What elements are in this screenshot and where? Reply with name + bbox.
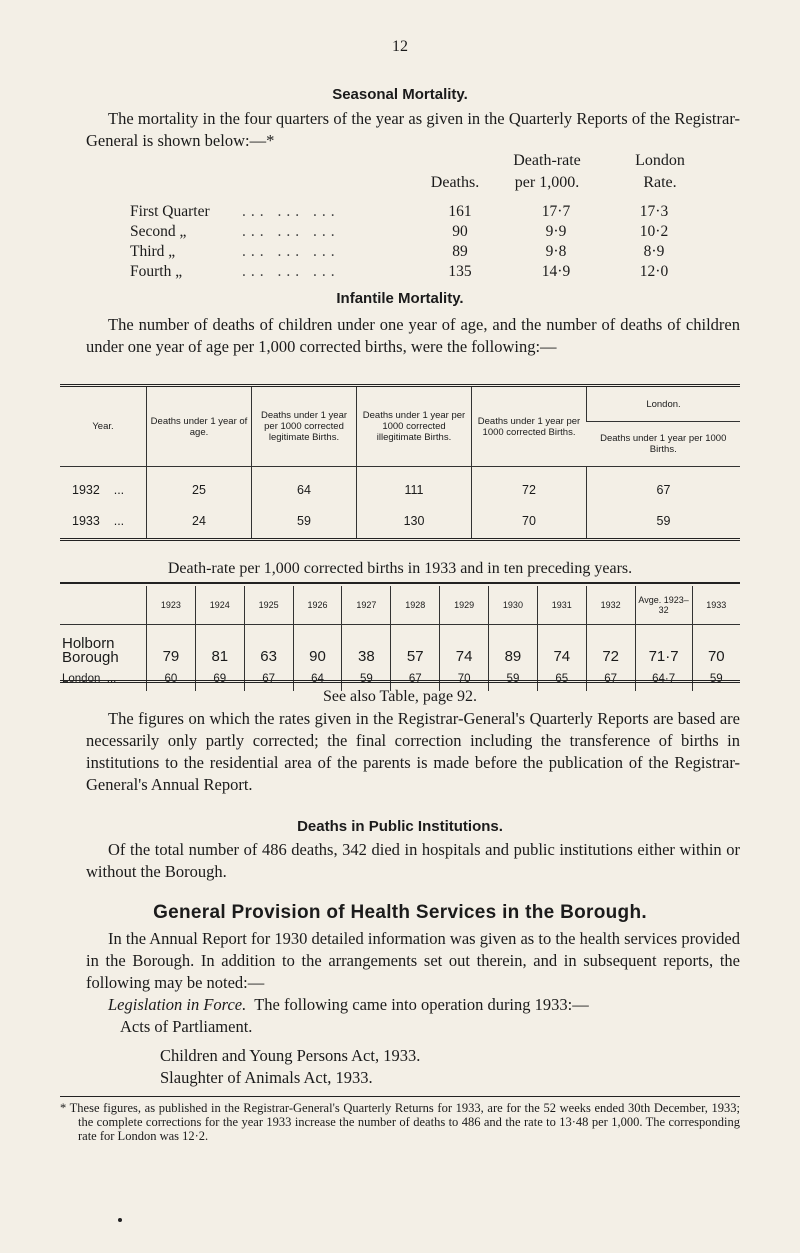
quarter-london: 12·0 [639, 263, 669, 280]
quarter-label: Fourth „ [130, 263, 183, 280]
act-item: Children and Young Persons Act, 1933. [160, 1046, 421, 1065]
th-year-col: 1929 [440, 586, 489, 625]
page-mark [118, 1218, 122, 1222]
page-number: 12 [392, 38, 408, 55]
col-london-1: London [635, 152, 685, 169]
rate-cell: 64·7 [635, 667, 692, 691]
leader-dots: ... ... ... [242, 243, 340, 260]
row-label-holborn: Holborn Borough [62, 635, 119, 666]
th-under1: Deaths under 1 year of age. [147, 386, 252, 467]
rate-cell: 70 [440, 667, 489, 691]
rate-cell: 67 [586, 667, 635, 691]
col-london-2: Rate. [643, 174, 677, 191]
cell-illegit: 130 [357, 504, 472, 540]
quarter-rate: 9·9 [545, 223, 567, 240]
cell-legit: 64 [252, 467, 357, 505]
th-year-col: 1931 [537, 586, 586, 625]
th-london: London. [587, 386, 741, 422]
cell-under1: 24 [147, 504, 252, 540]
legislation-label: Legislation in Force. [108, 995, 247, 1014]
infant-mortality-table [60, 384, 740, 541]
rate-cell: 72 [586, 625, 635, 668]
rate-cell: 38 [342, 625, 391, 668]
infantile-intro: The number of deaths of children under one year of age, and the number of deaths of children under one year of age per 1,000 corrected births, were the following:— [86, 315, 740, 356]
cell-year [60, 467, 147, 505]
rate-cell: 67 [391, 667, 440, 691]
quarter-deaths: 89 [452, 243, 468, 260]
rate-cell: 90 [293, 625, 342, 668]
th-illegit: Deaths under 1 year per 1000 corrected illegitimate Births. [357, 386, 472, 467]
leader-dots: ... [103, 673, 117, 685]
quarter-row [130, 203, 730, 223]
note-paragraph: The figures on which the rates given in the Registrar-General's Quarterly Reports are based are necessarily only partly corrected; the final correction including the transference of births in institutions to the residential area of the parents is made before the publication of the Registrar-General's Annual Report. [86, 709, 740, 794]
infantile-heading: Infantile Mortality. [336, 290, 464, 307]
th-year-col: 1930 [489, 586, 538, 625]
general-text: In the Annual Report for 1930 detailed information was given as to the health services provided in the Borough. In addition to the arrangements set out therein, and in subsequent reports, the following may be noted:— [86, 929, 740, 992]
general-heading: General Provision of Health Services in the Borough. [153, 902, 647, 923]
rate-cell: 67 [244, 667, 293, 691]
col-deaths: Deaths. [430, 174, 480, 191]
quarter-deaths: 135 [448, 263, 472, 280]
cell-per1000: 70 [472, 504, 587, 540]
quarter-rate: 14·9 [541, 263, 571, 280]
leader-dots: ... [103, 514, 125, 528]
decade-table [60, 586, 740, 691]
legislation-text: The following came into operation during 1933:— [254, 995, 589, 1014]
cell-year [60, 504, 147, 540]
leader-dots: ... ... ... [242, 203, 340, 220]
cell-london: 59 [587, 504, 741, 540]
decade-caption: Death-rate per 1,000 corrected births in 1933 and in ten preceding years. [167, 560, 633, 577]
year-value: 1933 [72, 514, 100, 528]
rate-cell: 71·7 [635, 625, 692, 668]
year-value: 1932 [72, 483, 100, 497]
quarter-rate: 9·8 [545, 243, 567, 260]
quarter-deaths: 90 [452, 223, 468, 240]
public-heading: Deaths in Public Institutions. [297, 818, 503, 835]
rate-cell: 59 [489, 667, 538, 691]
th-blank [60, 586, 147, 625]
legislation-line [108, 995, 589, 1015]
th-year: Year. [92, 421, 114, 432]
quarter-london: 17·3 [639, 203, 669, 220]
cell-illegit: 111 [357, 467, 472, 505]
table-top-rule [60, 582, 740, 584]
rate-cell: 64 [293, 667, 342, 691]
table-row [60, 467, 740, 505]
quarter-label: First Quarter [130, 203, 210, 220]
rate-cell: 69 [195, 667, 244, 691]
quarter-label: Third „ [130, 243, 176, 260]
th-year-col: 1927 [342, 586, 391, 625]
th-london-sub: Deaths under 1 year per 1000 Births. [600, 433, 727, 455]
th-year-col: 1925 [244, 586, 293, 625]
seasonal-intro: The mortality in the four quarters of the year as given in the Quarterly Reports of the Registrar-General is shown below:—* [86, 109, 740, 150]
quarter-deaths: 161 [448, 203, 472, 220]
rate-cell: 89 [489, 625, 538, 668]
col-rate-2: per 1,000. [514, 174, 580, 191]
quarter-rate: 17·7 [541, 203, 571, 220]
col-rate-1: Death-rate [513, 152, 581, 169]
footnote-rule [60, 1096, 740, 1097]
th-year-col: 1933 [692, 586, 740, 625]
th-year-col: 1928 [391, 586, 440, 625]
th-year-col: 1932 [586, 586, 635, 625]
quarter-london: 10·2 [639, 223, 669, 240]
th-legit: Deaths under 1 year per 1000 corrected legitimate Births. [252, 386, 357, 467]
seasonal-heading: Seasonal Mortality. [332, 86, 468, 103]
rate-cell: 57 [391, 625, 440, 668]
th-per1000: Deaths under 1 year per 1000 corrected Births. [472, 386, 587, 467]
cell-per1000: 72 [472, 467, 587, 505]
rate-cell: 60 [147, 667, 196, 691]
quarter-label: Second „ [130, 223, 187, 240]
public-text: Of the total number of 486 deaths, 342 died in hospitals and public institutions either within or without the Borough. [86, 840, 740, 881]
acts-label: Acts of Partliament. [120, 1017, 253, 1036]
quarter-row [130, 243, 730, 263]
rate-cell: 70 [692, 625, 740, 668]
holborn-row [60, 625, 740, 668]
th-average: Avge. 1923–32 [635, 586, 692, 625]
rate-cell: 65 [537, 667, 586, 691]
th-year-col: 1923 [147, 586, 196, 625]
leader-dots: ... ... ... [242, 263, 340, 280]
rate-cell: 79 [147, 625, 196, 668]
rate-cell: 74 [440, 625, 489, 668]
cell-london: 67 [587, 467, 741, 505]
quarter-row [130, 263, 730, 283]
table-bottom-rule [60, 680, 740, 683]
rate-cell: 74 [537, 625, 586, 668]
leader-dots: ... ... ... [242, 223, 340, 240]
quarter-london: 8·9 [643, 243, 665, 260]
cell-under1: 25 [147, 467, 252, 505]
rate-cell: 63 [244, 625, 293, 668]
cell-legit: 59 [252, 504, 357, 540]
th-year-col: 1926 [293, 586, 342, 625]
act-item: Slaughter of Animals Act, 1933. [160, 1068, 373, 1087]
footnote [60, 1101, 740, 1143]
table-row [60, 504, 740, 540]
footnote-text: * These figures, as published in the Registrar-General's Quarterly Returns for 1933, are for the 52 weeks ended 30th December, 1933; the complete corrections for the year 1933 increase the number of deaths to 486 and the rate to 13·48 per 1,000. The corresponding rate for London was 12·2. [60, 1101, 740, 1143]
rate-cell: 59 [692, 667, 740, 691]
see-also: See also Table, page 92. [322, 688, 478, 705]
london-label: London [62, 673, 101, 685]
leader-dots: ... [103, 483, 125, 497]
quarter-row [130, 223, 730, 243]
th-year-col: 1924 [195, 586, 244, 625]
rate-cell: 59 [342, 667, 391, 691]
rate-cell: 81 [195, 625, 244, 668]
